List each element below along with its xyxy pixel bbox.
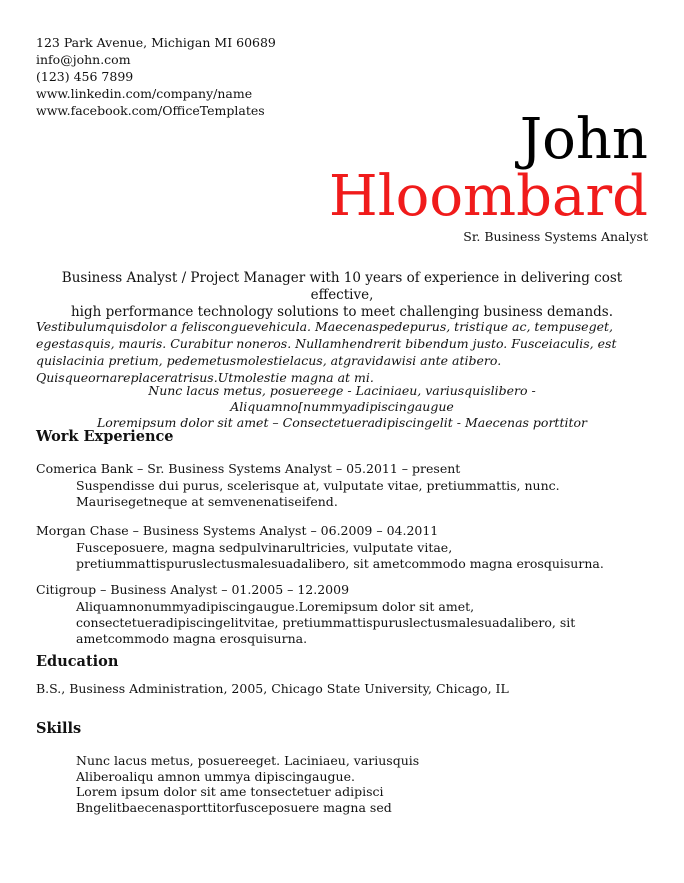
name-block (328, 107, 648, 245)
highlights-line-2: Loremipsum dolor sit amet – Consectetueradipiscingelit - Maecenas porttitor (96, 415, 587, 430)
job-title: Sr. Business Systems Analyst (463, 229, 648, 244)
first-name: John (519, 107, 648, 172)
summary (36, 270, 648, 321)
summary-italic-paragraph: Vestibulumquisdolor a felisconguevehicula. Maecenaspedepurus, tristique ac, tempuseget, egestasquis, mauris. Curabitur noneros. Nullamhendrerit bibendum justo. Fusceiaculis, est quislacinia pretium, pedemetusmolestielacus, atgravidawisi ante atibero. Quisqueornareplaceratrisus.Utmolestie magna at mi. (36, 319, 617, 385)
contact-linkedin: www.linkedin.com/company/name (36, 86, 253, 101)
skill-item: Lorem ipsum dolor sit ame tonsectetuer adipisci (76, 784, 384, 799)
summary-line-1: Business Analyst / Project Manager with 10 years of experience in delivering cost effective, (61, 270, 623, 303)
job-description: Aliquamnonummyadipiscingaugue.Loremipsum dolor sit amet, consectetueradipiscingelitvitae, pretiummattispuruslectusmalesuadalibero, sit ametcommodo magna erosquisurna. (76, 599, 576, 646)
skills-heading: Skills (36, 720, 82, 737)
contact-address: 123 Park Avenue, Michigan MI 60689 (36, 35, 276, 50)
contact-email: info@john.com (36, 52, 131, 67)
job-entry (36, 582, 648, 647)
job-header: Morgan Chase – Business Systems Analyst – 06.2009 – 04.2011 (36, 523, 439, 538)
job-description: Fusceposuere, magna sedpulvinarultricies, vulputate vitae, pretiummattispuruslectusmalesuadalibero, sit ametcommodo magna erosquisurna. (76, 540, 604, 571)
education-entry: B.S., Business Administration, 2005, Chicago State University, Chicago, IL (36, 681, 509, 696)
contact-facebook: www.facebook.com/OfficeTemplates (36, 103, 265, 118)
job-header: Citigroup – Business Analyst – 01.2005 – 12.2009 (36, 582, 350, 597)
contact-block (36, 34, 276, 119)
skill-item: Bngelitbaecenasporttitorfusceposuere magna sed (76, 799, 392, 815)
job-header: Comerica Bank – Sr. Business Systems Analyst – 05.2011 – present (36, 461, 461, 476)
education-heading: Education (36, 653, 119, 670)
skills-list (76, 753, 419, 815)
summary-line-2: high performance technology solutions to meet challenging business demands. (70, 304, 614, 320)
summary-highlights (36, 383, 648, 431)
skill-item: Nunc lacus metus, posuereeget. Laciniaeu, variusquis (76, 753, 420, 768)
highlights-line-1: Nunc lacus metus, posuereege - Laciniaeu, variusquislibero - Aliquamno[nummyadipiscingaugue (148, 383, 536, 414)
job-entry (36, 523, 648, 572)
contact-phone: (123) 456 7899 (36, 69, 134, 84)
skill-item: Aliberoaliqu amnon ummya dipiscingaugue. (76, 768, 355, 784)
job-entry (36, 461, 648, 510)
job-description: Suspendisse dui purus, scelerisque at, vulputate vitae, pretiummattis, nunc. Maurisegetneque at semvenenatiseifend. (76, 478, 560, 509)
work-experience-heading: Work Experience (36, 428, 174, 445)
last-name: Hloombard (328, 164, 648, 229)
